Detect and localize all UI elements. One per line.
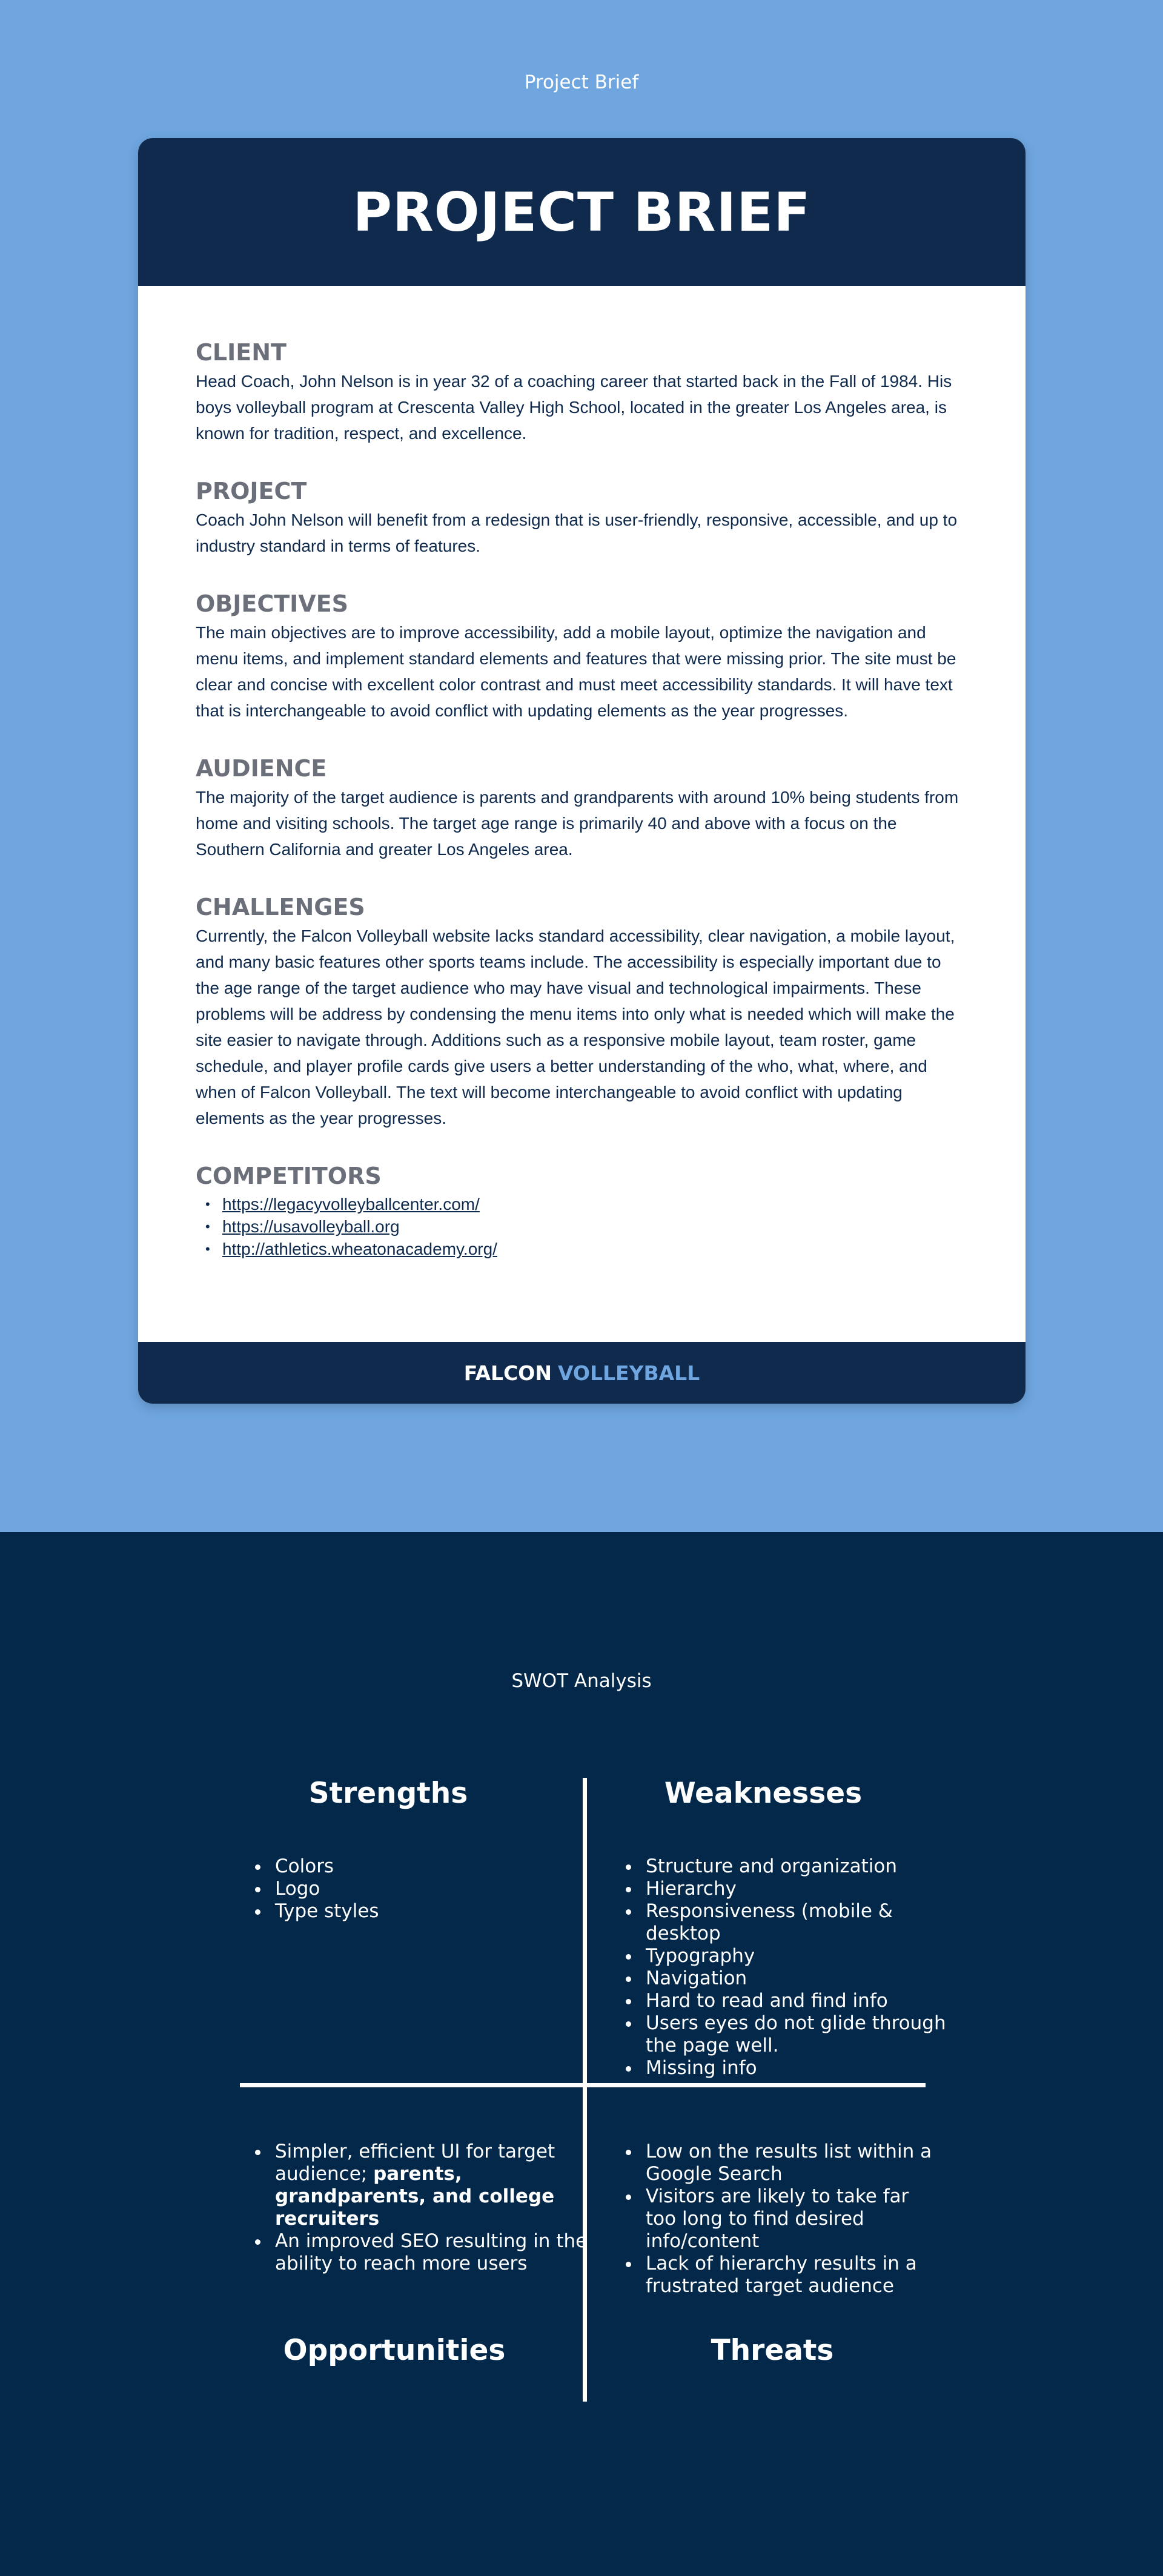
list-item — [270, 2141, 591, 2230]
card-body — [138, 286, 1025, 1260]
competitor-link-usav[interactable]: https://usavolleyball.org — [222, 1217, 400, 1236]
challenges-section — [196, 894, 968, 1131]
list-item: • An improved SEO resulting in the ability to reach more users — [270, 2230, 591, 2275]
competitors-section — [196, 1163, 968, 1260]
challenges-text: Currently, the Falcon Volleyball website lacks standard accessibility, clear navigation, a mobile layout, and many basic features other sports teams include. The accessibility is especially important due to the age range of the target audience who may have visual and technological impairments. These problems will be address by condensing the menu items into only what is needed which will make the site easier to navigate through. Additions such as a responsive mobile layout, team roster, game schedule, and player profile cards give users a better understanding of the who, what, where, and when of Falcon Volleyball. The text will become interchangeable to avoid conflict with updating elements as the year progresses. — [196, 926, 955, 1128]
objectives-heading: OBJECTIVES — [196, 590, 349, 617]
strengths-heading: Strengths — [308, 1777, 468, 1810]
project-heading: PROJECT — [196, 478, 307, 504]
list-item: • Hard to read and find info — [641, 1990, 962, 2012]
list-item — [196, 1215, 968, 1238]
opportunity-text: Simpler, efficient UI for target audience; — [275, 2141, 555, 2185]
list-item: • Typography — [641, 1945, 962, 1967]
competitors-list — [196, 1193, 968, 1260]
list-item: • Responsiveness (mobile & desktop — [641, 1900, 962, 1945]
opportunities-heading: Opportunities — [283, 2334, 506, 2367]
list-item: • Logo — [270, 1878, 573, 1900]
audience-heading: AUDIENCE — [196, 755, 327, 782]
brief-card — [138, 138, 1025, 1404]
section-title: Project Brief — [524, 71, 639, 93]
list-item: • Navigation — [641, 1967, 962, 1990]
swot-title: SWOT Analysis — [511, 1670, 652, 1692]
footer-brand-falcon: FALCON — [463, 1361, 552, 1385]
competitor-link-wheaton[interactable]: http://athletics.wheatonacademy.org/ — [222, 1240, 497, 1258]
project-text: Coach John Nelson will benefit from a redesign that is user-friendly, responsive, accessible, and up to industry standard in terms of features. — [196, 510, 958, 555]
challenges-heading: CHALLENGES — [196, 894, 365, 920]
weaknesses-list — [623, 1855, 962, 2079]
threats-list — [623, 2141, 944, 2297]
list-item: • Hierarchy — [641, 1878, 962, 1900]
objectives-section — [196, 590, 968, 724]
competitors-heading: COMPETITORS — [196, 1163, 382, 1189]
list-item: • Visitors are likely to take far too long to find desired info/content — [641, 2185, 944, 2253]
list-item: • Colors — [270, 1855, 573, 1878]
list-item: • Lack of hierarchy results in a frustrated target audience — [641, 2253, 944, 2297]
list-item: • Low on the results list within a Google Search — [641, 2141, 944, 2185]
brief-heading: PROJECT BRIEF — [353, 180, 811, 243]
list-item — [196, 1238, 968, 1260]
list-item: • Structure and organization — [641, 1855, 962, 1878]
project-section — [196, 478, 968, 559]
weaknesses-heading: Weaknesses — [664, 1777, 863, 1810]
threats-heading: Threats — [711, 2334, 834, 2367]
objectives-text: The main objectives are to improve accessibility, add a mobile layout, optimize the navigation and menu items, and implement standard elements and features that were missing prior. The site must be clear and concise with excellent color contrast and must meet accessibility standards. It will have text that is interchangeable to avoid conflict with updating elements as the year progresses. — [196, 623, 956, 720]
list-item: • Missing info — [641, 2057, 962, 2079]
client-heading: CLIENT — [196, 339, 287, 366]
client-section — [196, 339, 968, 446]
footer-brand-volleyball: VOLLEYBALL — [557, 1361, 700, 1385]
opportunities-list — [252, 2141, 591, 2275]
swot-horizontal-divider — [240, 2083, 926, 2087]
audience-text: The majority of the target audience is parents and grandparents with around 10% being students from home and visiting schools. The target age range is primarily 40 and above with a focus on the Southern California and greater Los Angeles area. — [196, 788, 959, 859]
list-item: • Type styles — [270, 1900, 573, 1923]
audience-section — [196, 755, 968, 862]
client-text: Head Coach, John Nelson is in year 32 of a coaching career that started back in the Fall of 1984. His boys volleyball program at Crescenta Valley High School, located in the greater Los Angeles area, is known for tradition, respect, and excellence. — [196, 372, 952, 443]
competitor-link-legacy[interactable]: https://legacyvolleyballcenter.com/ — [222, 1195, 480, 1214]
swot-section — [0, 1532, 1163, 2576]
card-header — [138, 138, 1025, 286]
card-footer — [138, 1342, 1025, 1404]
strengths-list — [252, 1855, 573, 1923]
opportunity-audience: parents, grandparents, and college recruiters — [275, 2163, 555, 2230]
list-item — [196, 1193, 968, 1215]
list-item: • Users eyes do not glide through the page well. — [641, 2012, 962, 2057]
swot-vertical-divider — [583, 1778, 587, 2402]
